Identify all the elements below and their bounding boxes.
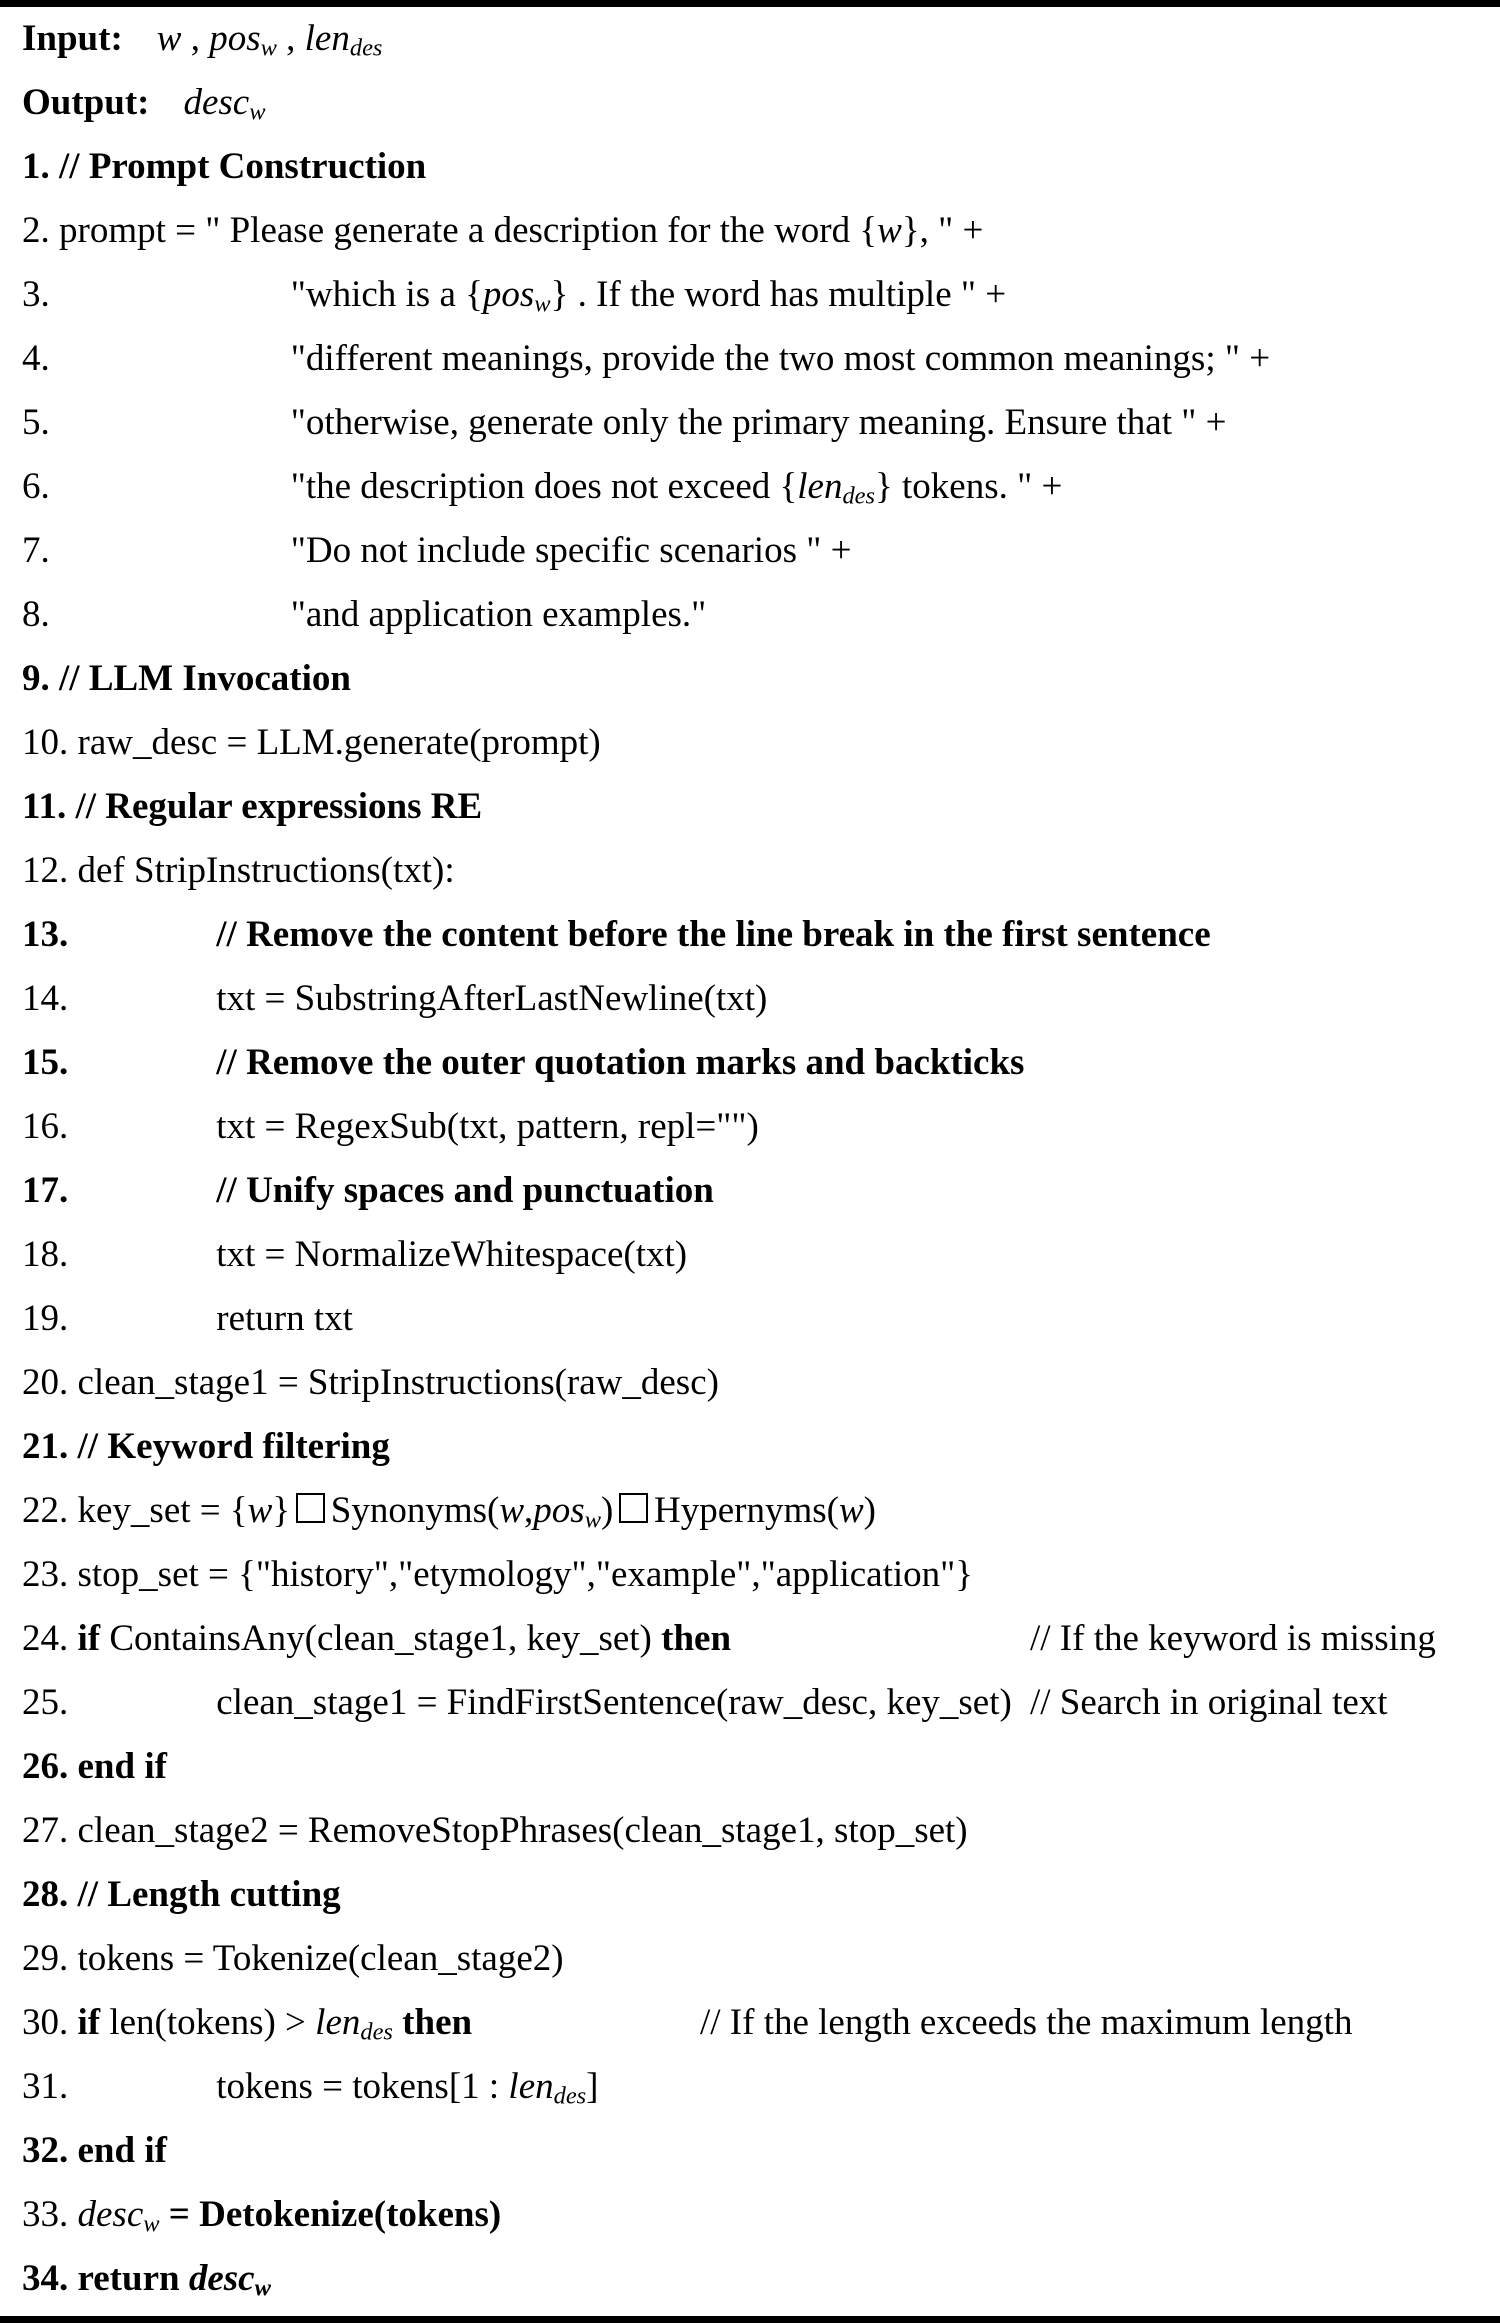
line-34-var-desc: desc	[188, 2258, 255, 2299]
output-line	[0, 71, 1500, 135]
line-32-number: 32.	[22, 2130, 69, 2171]
line-22-var-pos-sub: w	[584, 1506, 601, 1534]
line-21-text: Keyword filtering	[107, 1426, 390, 1467]
line-30-var-len-sub: des	[360, 2018, 393, 2046]
line-31-number: 31.	[22, 2066, 69, 2107]
line-10-text: raw_desc = LLM.generate(prompt)	[77, 722, 601, 763]
line-24-number: 24.	[22, 1618, 69, 1659]
line-3-text-head: "which is a {	[290, 274, 483, 315]
line-27-text: clean_stage2 = RemoveStopPhrases(clean_stage1, stop_set)	[77, 1810, 968, 1851]
line-12	[0, 839, 1500, 903]
line-32	[0, 2119, 1500, 2183]
line-16	[0, 1095, 1500, 1159]
line-14-text: txt = SubstringAfterLastNewline(txt)	[216, 978, 768, 1019]
line-29	[0, 1927, 1500, 1991]
line-5-number: 5.	[22, 402, 50, 443]
input-sep-1: ,	[181, 18, 210, 59]
bottom-rule-divider	[0, 2316, 1500, 2323]
line-34-number: 34.	[22, 2258, 69, 2299]
output-var-desc-sub: w	[249, 98, 266, 126]
line-16-number: 16.	[22, 1106, 69, 1147]
line-30-keyword-if: if	[77, 2002, 101, 2043]
line-6-text-tail: } tokens. " +	[875, 466, 1063, 507]
line-15-number: 15.	[22, 1042, 69, 1083]
line-25-text: clean_stage1 = FindFirstSentence(raw_desc, key_set)	[216, 1682, 1012, 1723]
line-15-comment-slashes: //	[216, 1042, 237, 1083]
line-30-text: len(tokens) >	[109, 2002, 306, 2043]
union-box-glyph-2	[619, 1493, 648, 1523]
input-label: Input:	[22, 18, 123, 59]
line-4-text: "different meanings, provide the two most common meanings; " +	[290, 338, 1271, 379]
input-var-pos-sub: w	[260, 34, 277, 62]
input-var-len-sub: des	[349, 34, 383, 62]
line-24-keyword-then: then	[661, 1618, 732, 1659]
line-17-text: Unify spaces and punctuation	[246, 1170, 714, 1211]
line-19-number: 19.	[22, 1298, 69, 1339]
line-11	[0, 775, 1500, 839]
line-5-text: "otherwise, generate only the primary meaning. Ensure that " +	[290, 402, 1227, 443]
line-21-comment-slashes: //	[77, 1426, 99, 1467]
input-line	[0, 7, 1500, 71]
line-22-var-w3: w	[838, 1490, 864, 1531]
line-1-number: 1.	[22, 146, 50, 187]
line-31-text-tail: ]	[586, 2066, 599, 2107]
line-10	[0, 711, 1500, 775]
line-18-number: 18.	[22, 1234, 69, 1275]
line-9-text: LLM Invocation	[88, 658, 351, 699]
line-3-text-tail: } . If the word has multiple " +	[550, 274, 1007, 315]
line-12-text: def StripInstructions(txt):	[77, 850, 455, 891]
line-23-number: 23.	[22, 1554, 69, 1595]
line-26	[0, 1735, 1500, 1799]
line-22-var-pos: pos	[533, 1490, 585, 1531]
line-22: 22. key_set = {w} Synonyms(w,pos$_w$) Hypernyms(w)	[0, 1479, 1500, 1543]
line-9	[0, 647, 1500, 711]
line-6-var-len-sub: des	[842, 482, 876, 510]
line-22-text-a: key_set = {	[77, 1490, 248, 1531]
line-11-text: Regular expressions RE	[105, 786, 483, 827]
line-7	[0, 519, 1500, 583]
line-4-number: 4.	[22, 338, 50, 379]
output-label: Output:	[22, 82, 150, 123]
line-2-text-tail: }, " +	[901, 210, 984, 251]
line-2-text-head: prompt = " Please generate a description for the word {	[59, 210, 878, 251]
line-24-comment: // If the keyword is missing	[1030, 1618, 1436, 1659]
line-28-number: 28.	[22, 1874, 69, 1915]
line-22-var-w2: w	[499, 1490, 525, 1531]
line-18-text: txt = NormalizeWhitespace(txt)	[216, 1234, 688, 1275]
line-13-comment-slashes: //	[216, 914, 237, 955]
line-30	[0, 1991, 1500, 2055]
line-25-comment: // Search in original text	[1030, 1682, 1388, 1723]
input-var-len: len	[304, 18, 350, 59]
input-var-pos: pos	[209, 18, 261, 59]
line-22-var-w1: w	[247, 1490, 273, 1531]
line-34	[0, 2247, 1500, 2311]
line-4	[0, 327, 1500, 391]
line-16-text: txt = RegexSub(txt, pattern, repl="")	[216, 1106, 759, 1147]
line-10-number: 10.	[22, 722, 69, 763]
line-1-comment-slashes: //	[59, 146, 80, 187]
line-3-var-pos: pos	[482, 274, 535, 315]
line-30-number: 30.	[22, 2002, 69, 2043]
line-17	[0, 1159, 1500, 1223]
line-22-text-e: )	[863, 1490, 876, 1531]
line-3	[0, 263, 1500, 327]
line-6-number: 6.	[22, 466, 50, 507]
line-33-var-desc-sub: w	[143, 2210, 160, 2238]
line-30-comment: // If the length exceeds the maximum length	[700, 2002, 1353, 2043]
line-25-number: 25.	[22, 1682, 69, 1723]
line-31-var-len-sub: des	[553, 2082, 587, 2110]
line-9-number: 9.	[22, 658, 50, 699]
line-31	[0, 2055, 1500, 2119]
union-box-glyph-1	[296, 1493, 325, 1523]
line-34-var-desc-sub: w	[254, 2274, 271, 2302]
line-22-text-b: Synonyms(	[330, 1490, 500, 1531]
line-15-text: Remove the outer quotation marks and backticks	[246, 1042, 1025, 1083]
line-2	[0, 199, 1500, 263]
line-20	[0, 1351, 1500, 1415]
line-24-keyword-if: if	[77, 1618, 101, 1659]
line-6-var-len: len	[797, 466, 843, 507]
line-6-text-head: "the description does not exceed {	[290, 466, 798, 507]
line-14	[0, 967, 1500, 1031]
line-15	[0, 1031, 1500, 1095]
line-11-number: 11.	[22, 786, 67, 827]
output-var-desc: desc	[183, 82, 250, 123]
line-33-number: 33.	[22, 2194, 69, 2235]
line-29-number: 29.	[22, 1938, 69, 1979]
line-31-text-head: tokens = tokens[1 :	[216, 2066, 509, 2107]
line-9-comment-slashes: //	[59, 658, 80, 699]
line-30-keyword-then: then	[402, 2002, 473, 2043]
line-17-comment-slashes: //	[216, 1170, 237, 1211]
line-30-var-len: len	[315, 2002, 361, 2043]
line-28-text: Length cutting	[107, 1874, 341, 1915]
line-22-number: 22.	[22, 1490, 69, 1531]
line-27	[0, 1799, 1500, 1863]
line-5	[0, 391, 1500, 455]
line-22-text-c: )	[600, 1490, 614, 1531]
line-24-text: ContainsAny(clean_stage1, key_set)	[109, 1618, 652, 1659]
line-25	[0, 1671, 1500, 1735]
line-7-text: "Do not include specific scenarios " +	[290, 530, 852, 571]
line-21-number: 21.	[22, 1426, 69, 1467]
line-20-number: 20.	[22, 1362, 69, 1403]
line-19	[0, 1287, 1500, 1351]
line-33	[0, 2183, 1500, 2247]
line-19-text: return txt	[216, 1298, 353, 1339]
line-13-number: 13.	[22, 914, 69, 955]
line-7-number: 7.	[22, 530, 50, 571]
line-33-var-desc: desc	[77, 2194, 144, 2235]
line-8-text: "and application examples."	[290, 594, 707, 635]
input-var-w: w	[156, 18, 182, 59]
line-3-var-pos-sub: w	[534, 290, 551, 318]
line-1-text: Prompt Construction	[88, 146, 427, 187]
line-2-var-w: w	[877, 210, 902, 251]
line-6	[0, 455, 1500, 519]
line-20-text: clean_stage1 = StripInstructions(raw_desc)	[77, 1362, 719, 1403]
line-28-comment-slashes: //	[77, 1874, 99, 1915]
input-sep-2: ,	[276, 18, 305, 59]
line-26-text: end if	[77, 1746, 167, 1787]
line-23-text: stop_set = {"history","etymology","example","application"}	[77, 1554, 973, 1595]
line-24	[0, 1607, 1500, 1671]
line-18	[0, 1223, 1500, 1287]
line-17-number: 17.	[22, 1170, 69, 1211]
line-31-var-len: len	[508, 2066, 554, 2107]
line-22-text-d: Hypernyms(	[653, 1490, 839, 1531]
line-33-text: = Detokenize(tokens)	[168, 2194, 502, 2235]
line-8	[0, 583, 1500, 647]
line-29-text: tokens = Tokenize(clean_stage2)	[77, 1938, 564, 1979]
line-21	[0, 1415, 1500, 1479]
line-27-number: 27.	[22, 1810, 69, 1851]
line-28	[0, 1863, 1500, 1927]
line-26-number: 26.	[22, 1746, 69, 1787]
line-3-number: 3.	[22, 274, 50, 315]
line-14-number: 14.	[22, 978, 69, 1019]
line-13	[0, 903, 1500, 967]
line-32-text: end if	[77, 2130, 167, 2171]
line-2-number: 2.	[22, 210, 50, 251]
algorithm-lines	[0, 7, 1500, 2311]
line-13-text: Remove the content before the line break in the first sentence	[246, 914, 1211, 955]
line-12-number: 12.	[22, 850, 69, 891]
line-34-keyword-return: return	[77, 2258, 180, 2299]
line-11-comment-slashes: //	[75, 786, 97, 827]
top-rule-divider	[0, 0, 1500, 7]
line-23	[0, 1543, 1500, 1607]
line-8-number: 8.	[22, 594, 50, 635]
line-1	[0, 135, 1500, 199]
